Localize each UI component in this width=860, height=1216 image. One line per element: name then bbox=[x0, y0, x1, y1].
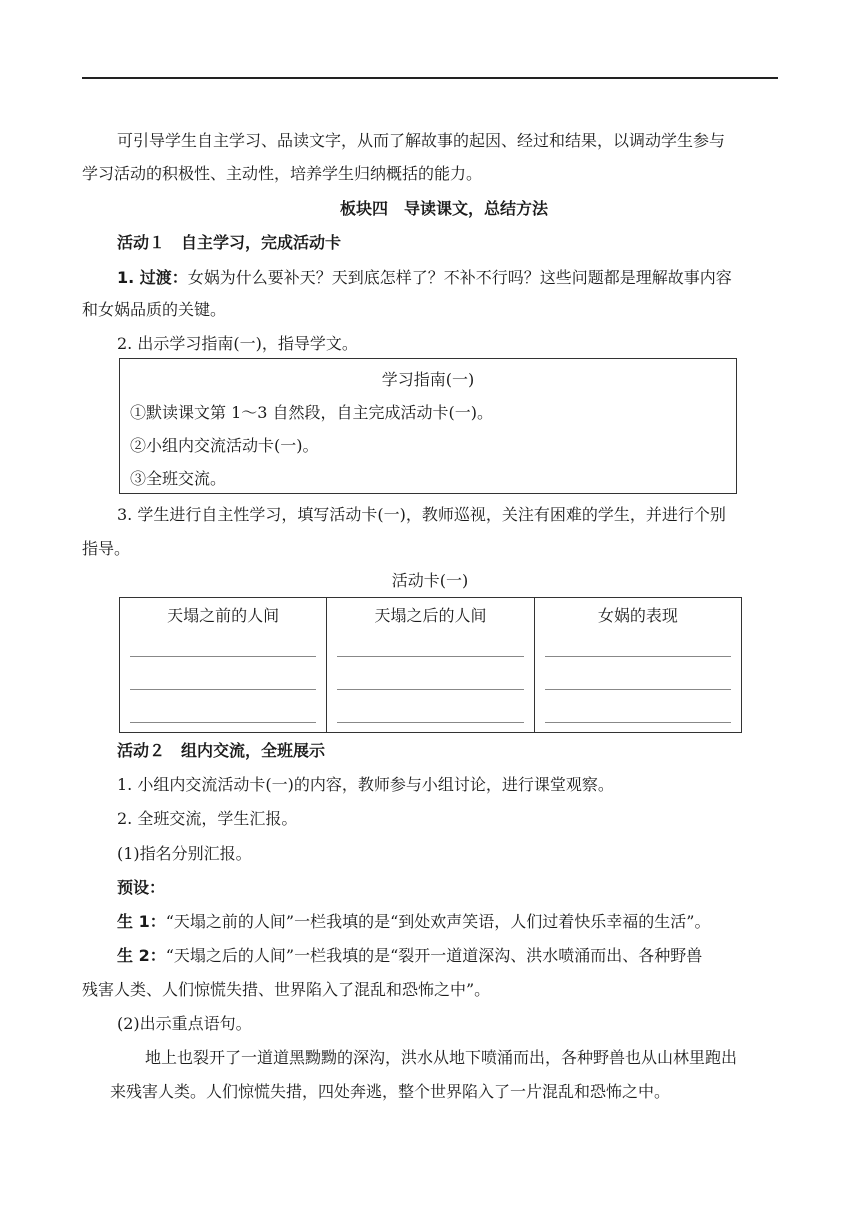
student2-label: 生 2： bbox=[117, 946, 166, 965]
step3-line1: 3. 学生进行自主性学习，填写活动卡(一)，教师巡视，关注有困难的学生，并进行个别 bbox=[117, 505, 726, 524]
activity1-heading: 活动１ 自主学习，完成活动卡 bbox=[117, 233, 342, 252]
activity1-step1-line1 bbox=[117, 268, 732, 288]
study-guide-item: ②小组内交流活动卡(一)。 bbox=[130, 436, 319, 455]
student1-text: “天塌之前的人间”一栏我填的是“到处欢声笑语，人们过着快乐幸福的生活”。 bbox=[165, 912, 711, 931]
blank-line bbox=[130, 656, 316, 657]
activity2-heading: 活动２ 组内交流，全班展示 bbox=[117, 741, 326, 760]
student1-label: 生 1： bbox=[117, 912, 166, 931]
activity1-step2: 2. 出示学习指南(一)，指导学文。 bbox=[117, 334, 358, 353]
study-guide-item: ①默读课文第 1～3 自然段，自主完成活动卡(一)。 bbox=[130, 403, 494, 422]
blank-line bbox=[130, 722, 316, 723]
activity-card-header: 天塌之前的人间 bbox=[167, 606, 280, 625]
student1-line bbox=[117, 912, 710, 932]
step3-line2: 指导。 bbox=[82, 539, 131, 558]
activity-card-header: 女娲的表现 bbox=[597, 606, 678, 625]
study-guide-item: ③全班交流。 bbox=[130, 469, 227, 488]
blank-line bbox=[337, 656, 523, 657]
activity-card-header: 天塌之后的人间 bbox=[374, 606, 487, 625]
study-guide-title: 学习指南(一) bbox=[381, 370, 475, 389]
transition-label: 1. 过渡： bbox=[117, 268, 188, 287]
transition-text: 女娲为什么要补天？天到底怎样了？不补不行吗？这些问题都是理解故事内容 bbox=[187, 268, 732, 287]
activity2-sub1: (1)指名分别汇报。 bbox=[117, 844, 252, 863]
activity1-step1-line2: 和女娲品质的关键。 bbox=[82, 300, 227, 319]
quote-line2: 来残害人类。人们惊慌失措，四处奔逃，整个世界陷入了一片混乱和恐怖之中。 bbox=[110, 1082, 671, 1101]
student2-line2: 残害人类、人们惊慌失措、世界陷入了混乱和恐怖之中”。 bbox=[82, 980, 491, 999]
activity2-step2: 2. 全班交流，学生汇报。 bbox=[117, 809, 298, 828]
blank-line bbox=[545, 722, 731, 723]
study-guide-box bbox=[119, 358, 737, 494]
activity-card-column bbox=[327, 598, 534, 732]
blank-line bbox=[545, 656, 731, 657]
intro-line-1: 可引导学生自主学习、品读文字，从而了解故事的起因、经过和结果，以调动学生参与 bbox=[117, 131, 726, 150]
student2-text: “天塌之后的人间”一栏我填的是“裂开一道道深沟、洪水喷涌而出、各种野兽 bbox=[165, 946, 703, 965]
activity-card-table bbox=[119, 597, 742, 733]
blank-line bbox=[545, 689, 731, 690]
intro-line-2: 学习活动的积极性、主动性，培养学生归纳概括的能力。 bbox=[82, 164, 483, 183]
section-title: 板块四 导读课文，总结方法 bbox=[340, 199, 549, 218]
blank-line bbox=[337, 722, 523, 723]
activity-card-title: 活动卡(一) bbox=[391, 571, 469, 590]
quote-line1: 地上也裂开了一道道黑黝黝的深沟，洪水从地下喷涌而出，各种野兽也从山林里跑出 bbox=[145, 1048, 738, 1067]
blank-line bbox=[130, 689, 316, 690]
student2-line1 bbox=[117, 946, 702, 966]
activity-card-column bbox=[535, 598, 741, 732]
preset-label: 预设： bbox=[117, 878, 166, 897]
activity2-sub2: (2)出示重点语句。 bbox=[117, 1014, 252, 1033]
blank-line bbox=[337, 689, 523, 690]
activity-card-column bbox=[120, 598, 327, 732]
header-rule bbox=[82, 77, 778, 79]
activity2-step1: 1. 小组内交流活动卡(一)的内容，教师参与小组讨论，进行课堂观察。 bbox=[117, 775, 614, 794]
